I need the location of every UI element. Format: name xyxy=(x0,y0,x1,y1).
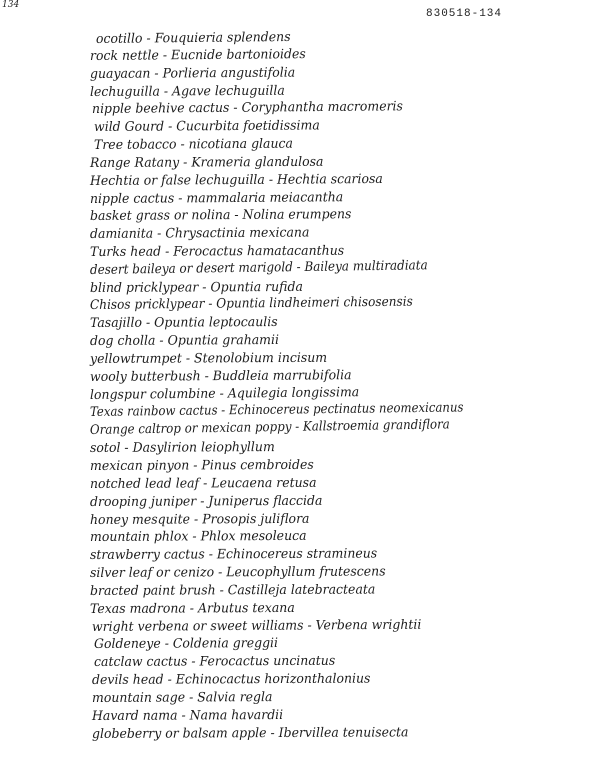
document-id: 830518-134 xyxy=(426,8,503,20)
plant-entry: longspur columbine - Aquilegia longissima xyxy=(89,385,360,403)
plant-entry: strawberry cactus - Echinocereus stramineus xyxy=(89,546,378,563)
plant-entry: wooly butterbush - Buddleia marrubifolia xyxy=(89,368,352,385)
plant-entry: Range Ratany - Krameria glandulosa xyxy=(89,154,324,171)
plant-entry: mountain sage - Salvia regla xyxy=(91,690,273,706)
plant-entry: Goldeneye - Coldenia greggii xyxy=(93,636,279,652)
plant-entry: Tasajillo - Opuntia leptocaulis xyxy=(89,315,278,331)
plant-entry: Texas rainbow cactus - Echinocereus pectinatus neomexicanus xyxy=(89,400,464,420)
plant-entry: guayacan - Porlieria angustifolia xyxy=(89,65,296,82)
plant-entry: desert baileya or desert marigold - Baileya multiradiata xyxy=(89,258,428,278)
plant-entry: Havard nama - Nama havardii xyxy=(91,707,284,724)
plant-entry: wild Gourd - Cucurbita foetidissima xyxy=(93,118,320,135)
plant-entry: bracted paint brush - Castilleja latebracteata xyxy=(89,582,376,599)
plant-entry: basket grass or nolina - Nolina erumpens xyxy=(89,207,352,224)
plant-entry: yellowtrumpet - Stenolobium incisum xyxy=(89,350,328,367)
plant-entry: globeberry or balsam apple - Ibervillea tenuisecta xyxy=(91,725,409,742)
plant-entry: Tree tobacco - nicotiana glauca xyxy=(93,136,293,153)
plant-entry: drooping juniper - Juniperus flaccida xyxy=(89,493,323,510)
plant-entry: mexican pinyon - Pinus cembroides xyxy=(89,457,314,474)
plant-entry: catclaw cactus - Ferocactus uncinatus xyxy=(93,653,336,670)
plant-entry: rock nettle - Eucnide bartonioides xyxy=(89,47,306,64)
plant-entry: honey mesquite - Prosopis juliflora xyxy=(89,511,310,528)
plant-entry: Chisos pricklypear - Opuntia lindheimeri chisosensis xyxy=(89,294,413,313)
corner-page-number: 134 xyxy=(2,0,20,10)
plant-entry: Turks head - Ferocactus hamatacanthus xyxy=(89,243,345,260)
plant-entry: devils head - Echinocactus horizonthalonius xyxy=(91,671,371,688)
plant-entry: lechuguilla - Agave lechuguilla xyxy=(89,83,285,100)
plant-entry: nipple beehive cactus - Coryphantha macromeris xyxy=(91,99,403,117)
plant-entry: wright verbena or sweet williams - Verbena wrightii xyxy=(91,617,422,635)
plant-entry: silver leaf or cenizo - Leucophyllum frutescens xyxy=(89,564,386,581)
plant-entry: Orange caltrop or mexican poppy - Kallstroemia grandiflora xyxy=(89,417,450,438)
plant-entry: mountain phlox - Phlox mesoleuca xyxy=(89,528,307,545)
plant-entry: ocotillo - Fouquieria splendens xyxy=(95,29,291,47)
plant-entry: sotol - Dasylirion leiophyllum xyxy=(89,440,275,456)
plant-entry: Texas madrona - Arbutus texana xyxy=(89,600,295,617)
plant-entry: Hechtia or false lechuguilla - Hechtia scariosa xyxy=(89,171,383,189)
plant-entry: dog cholla - Opuntia grahamii xyxy=(89,333,280,349)
plant-entry: damianita - Chrysactinia mexicana xyxy=(89,225,310,242)
plant-entry: blind pricklypear - Opuntia rufida xyxy=(89,279,303,296)
plant-entry: notched lead leaf - Leucaena retusa xyxy=(89,475,317,492)
plant-entry: nipple cactus - mammalaria meiacantha xyxy=(89,190,344,207)
